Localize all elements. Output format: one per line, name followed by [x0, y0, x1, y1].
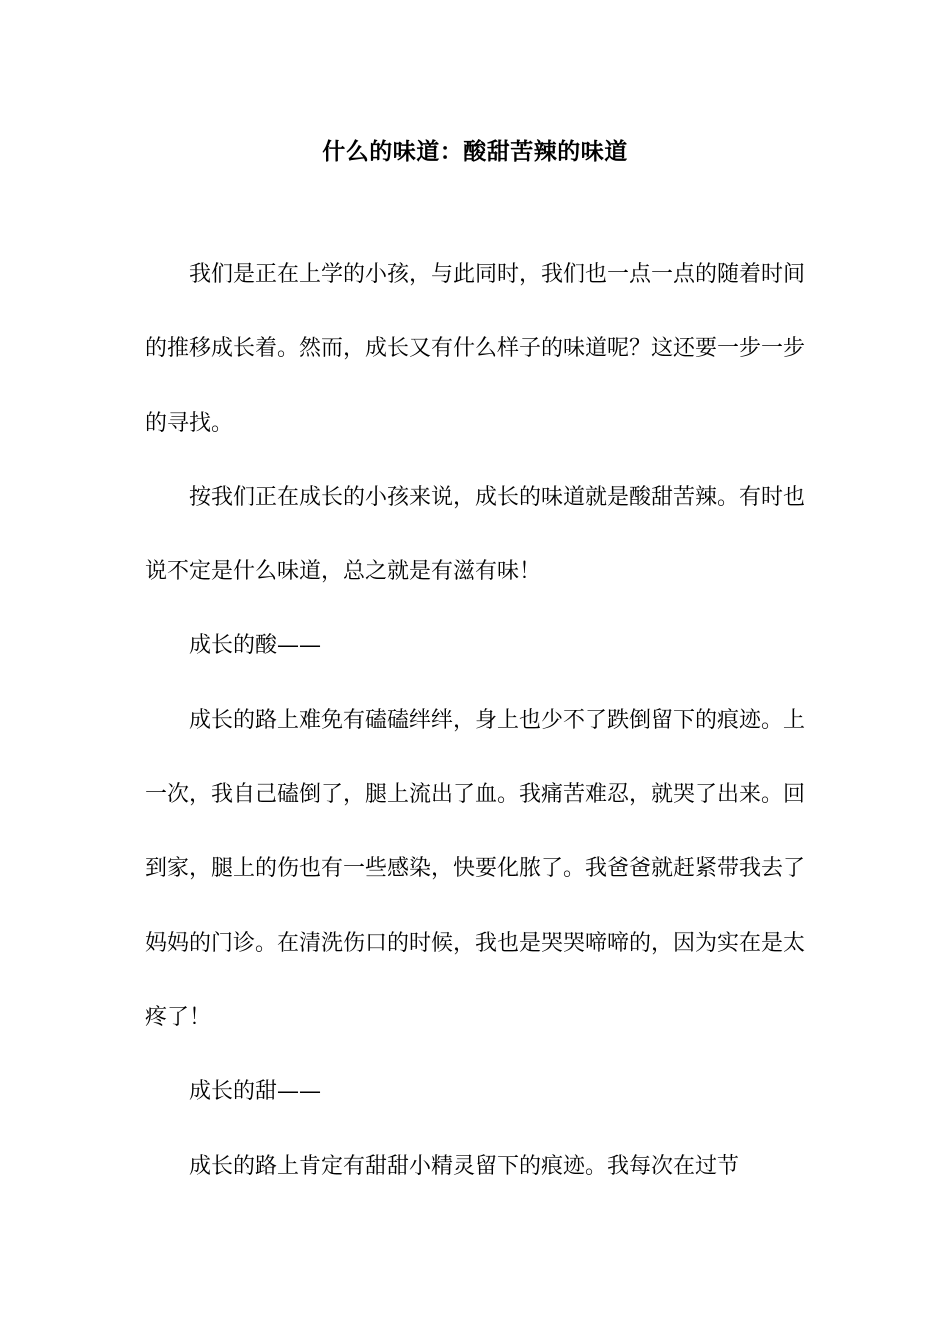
section-heading-sour: 成长的酸—— — [189, 633, 322, 659]
paragraph: 我们是正在上学的小孩，与此同时，我们也一点一点的随着时间的推移成长着。然而，成长又有什么样子的味道呢？这还要一步一步的寻找。 — [145, 262, 806, 436]
paragraph: 成长的路上难免有磕磕绊绊，身上也少不了跌倒留下的痕迹。上一次，我自己磕倒了，腿上流出了血。我痛苦难忍，就哭了出来。回到家，腿上的伤也有一些感染，快要化脓了。我爸爸就赶紧带我去了妈妈的门诊。在清洗伤口的时候，我也是哭哭啼啼的，因为实在是太疼了！ — [145, 707, 806, 1030]
paragraph: 按我们正在成长的小孩来说，成长的味道就是酸甜苦辣。有时也说不定是什么味道，总之就是有滋有味！ — [145, 484, 806, 585]
paragraph: 成长的路上肯定有甜甜小精灵留下的痕迹。我每次在过节 — [189, 1153, 740, 1179]
document-body — [145, 238, 805, 1204]
section-heading-sweet: 成长的甜—— — [189, 1079, 322, 1105]
document-title: 什么的味道：酸甜苦辣的味道 — [322, 138, 628, 165]
